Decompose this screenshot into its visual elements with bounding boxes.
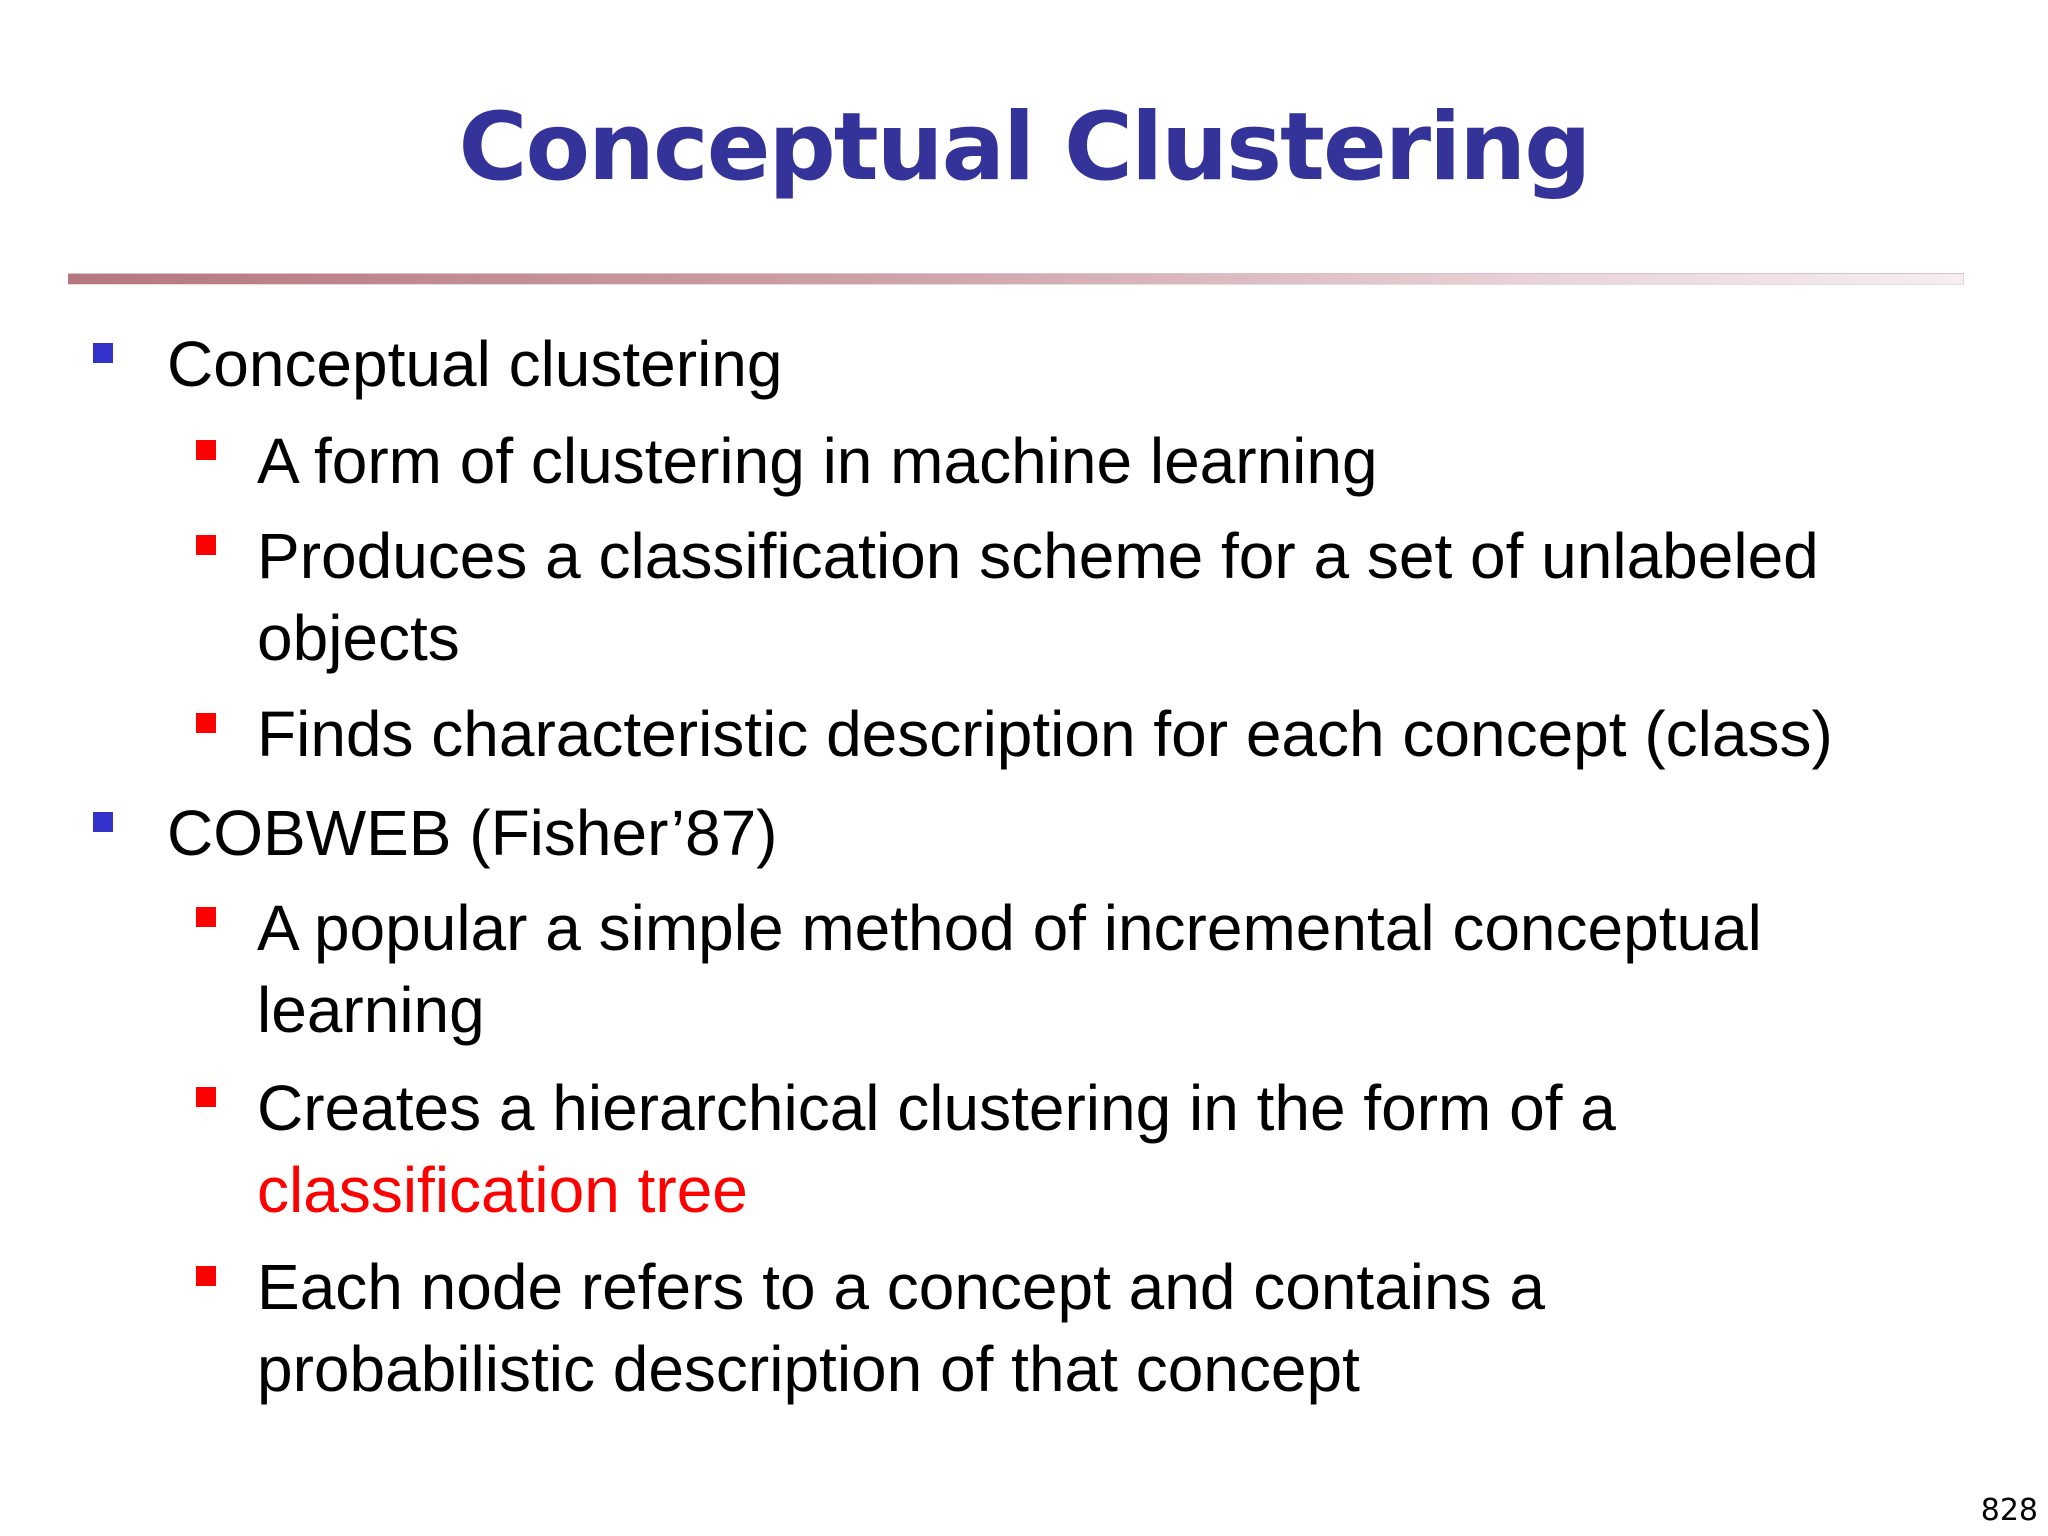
- highlighted-term: classification tree: [257, 1154, 748, 1226]
- square-bullet-icon: [196, 907, 216, 927]
- square-bullet-icon: [196, 1266, 216, 1286]
- sub-bullet-text: A popular a simple method of incremental conceptual: [257, 892, 1762, 964]
- sub-bullet-text-continued: probabilistic description of that concept: [257, 1333, 1360, 1405]
- page-number: 828: [1980, 1493, 2038, 1528]
- sub-bullet-text: Each node refers to a concept and contains a: [257, 1251, 1545, 1323]
- sub-bullet-text-continued: objects: [257, 602, 460, 674]
- title-divider: [68, 273, 1964, 285]
- square-bullet-icon: [196, 535, 216, 555]
- square-bullet-icon: [93, 812, 113, 832]
- square-bullet-icon: [196, 440, 216, 460]
- slide-title: Conceptual Clustering: [458, 93, 1590, 202]
- square-bullet-icon: [196, 1087, 216, 1107]
- square-bullet-icon: [93, 343, 113, 363]
- sub-bullet-text-continued: learning: [257, 974, 485, 1046]
- square-bullet-icon: [196, 713, 216, 733]
- sub-bullet-text: Creates a hierarchical clustering in the form of a: [257, 1072, 1616, 1144]
- bullet-text: Conceptual clustering: [167, 328, 783, 400]
- bullet-text: COBWEB (Fisher’87): [167, 797, 778, 869]
- sub-bullet-text: A form of clustering in machine learning: [257, 425, 1378, 497]
- sub-bullet-text: Produces a classification scheme for a set of unlabeled: [257, 520, 1819, 592]
- sub-bullet-text: Finds characteristic description for each concept (class): [257, 698, 1833, 770]
